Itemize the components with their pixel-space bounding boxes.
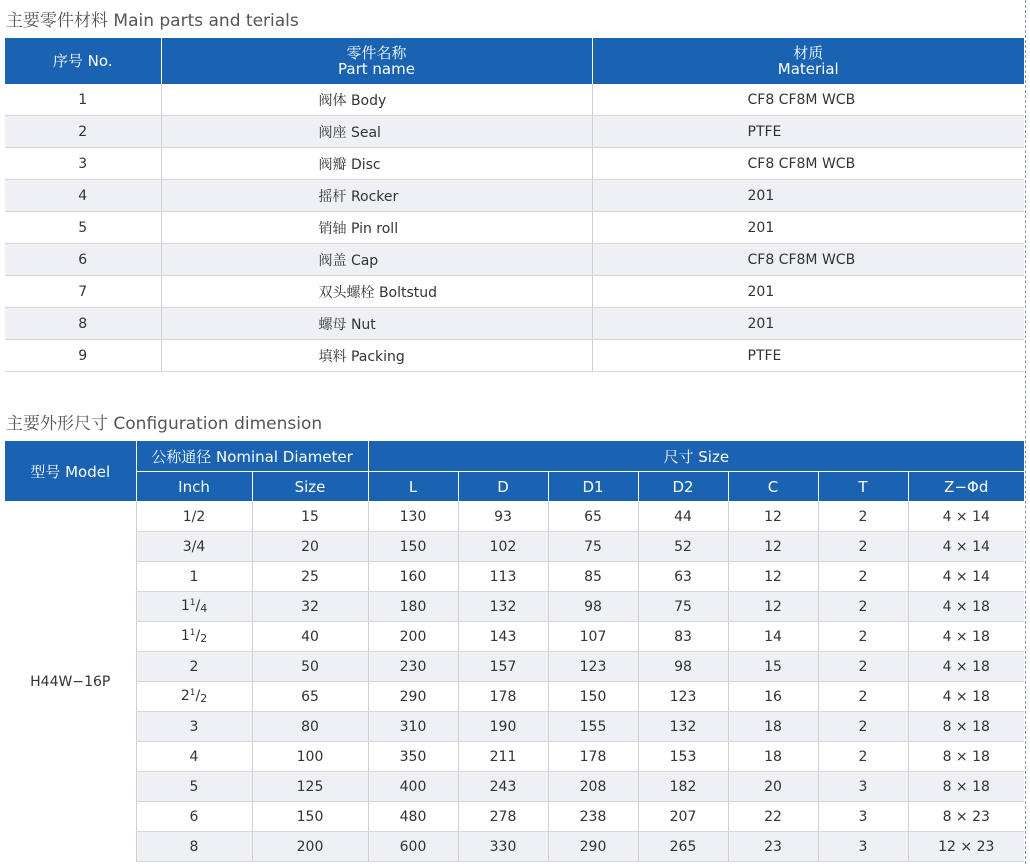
header-T: T [818,472,908,502]
dim-cell-l: 400 [368,772,458,802]
inch-denominator: 2 [200,692,208,705]
dim-cell-l: 310 [368,712,458,742]
dim-cell-d1: 155 [548,712,638,742]
dims-row [5,592,1024,622]
inch-value: 2 [189,658,199,675]
dim-cell-d: 143 [458,622,548,652]
dim-cell-zd: 4 × 14 [908,532,1024,562]
part-name-cell: 阀盖 Cap [161,244,592,276]
part-no-cell: 4 [5,180,161,212]
dim-cell-c: 14 [728,622,818,652]
dim-cell-d1: 65 [548,502,638,532]
part-no-cell: 2 [5,116,161,148]
part-no-cell: 6 [5,244,161,276]
dim-cell-d2: 132 [638,712,728,742]
dim-cell-l: 290 [368,682,458,712]
dim-cell-l: 150 [368,532,458,562]
dim-cell-zd: 4 × 14 [908,502,1024,532]
inch-cell [136,832,252,862]
fraction-slash: / [195,688,201,704]
inch-whole: 1 [180,598,190,614]
dim-cell-d2: 207 [638,802,728,832]
dim-cell-l: 180 [368,592,458,622]
header-material [592,38,1024,84]
dims-row [5,652,1024,682]
dim-cell-size: 32 [252,592,368,622]
parts-row [5,148,1024,180]
dims-row [5,832,1024,862]
part-material-cell: CF8 CF8M WCB [592,244,1024,276]
dim-cell-zd: 8 × 18 [908,742,1024,772]
header-C: C [728,472,818,502]
dim-cell-t: 2 [818,592,908,622]
header-material-cn: 材质 [793,44,824,62]
dim-cell-zd: 8 × 18 [908,712,1024,742]
dim-cell-size: 200 [252,832,368,862]
dim-cell-d2: 182 [638,772,728,802]
part-name-cell: 销轴 Pin roll [161,212,592,244]
dim-cell-size: 40 [252,622,368,652]
part-material-cell: PTFE [592,116,1024,148]
inch-cell [136,532,252,562]
dims-row [5,712,1024,742]
dims-row [5,772,1024,802]
dim-cell-d2: 75 [638,592,728,622]
header-L: L [368,472,458,502]
dim-cell-t: 3 [818,802,908,832]
dim-cell-d1: 75 [548,532,638,562]
dims-row [5,532,1024,562]
dim-cell-t: 3 [818,772,908,802]
dim-cell-c: 22 [728,802,818,832]
dim-cell-d2: 265 [638,832,728,862]
inch-cell [136,772,252,802]
header-part-name [161,38,592,84]
dim-cell-zd: 4 × 18 [908,652,1024,682]
inch-value: 6 [189,808,199,825]
header-Zd: Z−Φd [908,472,1024,502]
parts-row [5,244,1024,276]
dim-cell-size: 150 [252,802,368,832]
dim-cell-d: 132 [458,592,548,622]
dim-cell-c: 23 [728,832,818,862]
part-name-cell: 阀体 Body [161,84,592,116]
dim-cell-c: 18 [728,742,818,772]
inch-denominator: 4 [200,602,208,615]
dim-cell-size: 25 [252,562,368,592]
inch-value: 1/2 [182,508,206,525]
inch-numerator: 1 [189,688,196,698]
part-material-cell: 201 [592,308,1024,340]
inch-cell [136,682,252,712]
dim-cell-zd: 4 × 18 [908,622,1024,652]
dim-cell-zd: 4 × 18 [908,592,1024,622]
dim-cell-l: 130 [368,502,458,532]
dim-cell-d: 113 [458,562,548,592]
header-D: D [458,472,548,502]
dim-cell-size: 20 [252,532,368,562]
inch-value: 3/4 [182,538,206,555]
part-name-cell: 摇杆 Rocker [161,180,592,212]
dim-cell-d: 102 [458,532,548,562]
dim-cell-l: 350 [368,742,458,772]
dim-cell-size: 100 [252,742,368,772]
parts-table [5,38,1024,372]
dim-cell-d1: 290 [548,832,638,862]
inch-whole: 2 [180,688,190,704]
dim-cell-zd: 4 × 18 [908,682,1024,712]
parts-row [5,116,1024,148]
dims-row [5,742,1024,772]
part-no-cell: 1 [5,84,161,116]
parts-row [5,340,1024,372]
part-no-cell: 9 [5,340,161,372]
inch-cell [136,652,252,682]
dim-cell-t: 2 [818,682,908,712]
dim-cell-size: 80 [252,712,368,742]
dims-row [5,562,1024,592]
dim-cell-l: 480 [368,802,458,832]
inch-value: 3 [189,718,199,735]
dim-cell-d2: 153 [638,742,728,772]
part-name-cell: 螺母 Nut [161,308,592,340]
dim-cell-t: 2 [818,712,908,742]
dim-cell-zd: 12 × 23 [908,832,1024,862]
part-material-cell: 201 [592,212,1024,244]
dim-cell-c: 20 [728,772,818,802]
part-no-cell: 3 [5,148,161,180]
dim-cell-d: 278 [458,802,548,832]
dims-section-title: 主要外形尺寸 Configuration dimension [6,414,323,434]
inch-cell [136,592,252,622]
dim-cell-t: 2 [818,652,908,682]
parts-row [5,84,1024,116]
dim-cell-c: 12 [728,532,818,562]
parts-row [5,180,1024,212]
dim-cell-d1: 238 [548,802,638,832]
header-D2: D2 [638,472,728,502]
header-size: Size [252,472,368,502]
dim-cell-c: 12 [728,592,818,622]
dim-cell-c: 12 [728,562,818,592]
dim-cell-zd: 8 × 18 [908,772,1024,802]
dims-row [5,622,1024,652]
dim-cell-d2: 52 [638,532,728,562]
dim-cell-d2: 83 [638,622,728,652]
dim-cell-size: 125 [252,772,368,802]
dim-cell-d2: 63 [638,562,728,592]
parts-section-title: 主要零件材料 Main parts and terials [6,11,299,31]
inch-cell [136,502,252,532]
inch-numerator: 1 [189,628,196,638]
part-material-cell: 201 [592,180,1024,212]
page-edge-dashed-line [1025,0,1026,864]
dims-row [5,502,1024,532]
dim-cell-t: 3 [818,832,908,862]
dimension-table [5,441,1024,862]
dim-cell-l: 600 [368,832,458,862]
dim-cell-d1: 208 [548,772,638,802]
dims-header-row-2 [5,472,1024,502]
dim-cell-zd: 8 × 23 [908,802,1024,832]
part-name-cell: 填料 Packing [161,340,592,372]
dim-cell-d1: 150 [548,682,638,712]
parts-row [5,308,1024,340]
inch-value: 4 [189,748,199,765]
dim-cell-d: 211 [458,742,548,772]
part-no-cell: 5 [5,212,161,244]
parts-row [5,276,1024,308]
inch-cell [136,622,252,652]
header-D1: D1 [548,472,638,502]
dims-row [5,682,1024,712]
header-model: 型号 Model [5,441,136,502]
part-material-cell: CF8 CF8M WCB [592,148,1024,180]
inch-value: 1 [189,568,199,585]
part-material-cell: 201 [592,276,1024,308]
dim-cell-d: 93 [458,502,548,532]
dim-cell-d1: 123 [548,652,638,682]
header-no: 序号 No. [5,38,161,84]
header-nominal-diameter: 公称通径 Nominal Diameter [136,441,368,472]
part-material-cell: PTFE [592,340,1024,372]
dim-cell-d2: 98 [638,652,728,682]
dim-cell-l: 160 [368,562,458,592]
dims-header-row-1 [5,441,1024,472]
dim-cell-d2: 44 [638,502,728,532]
part-no-cell: 8 [5,308,161,340]
parts-table-body [5,84,1024,372]
dims-table-body [5,502,1024,862]
header-part-name-cn: 零件名称 [346,44,407,62]
dim-cell-d1: 98 [548,592,638,622]
inch-cell [136,802,252,832]
dim-cell-c: 15 [728,652,818,682]
dim-cell-d: 330 [458,832,548,862]
inch-denominator: 2 [200,632,208,645]
dim-cell-d1: 178 [548,742,638,772]
dim-cell-c: 16 [728,682,818,712]
dim-cell-zd: 4 × 14 [908,562,1024,592]
parts-row [5,212,1024,244]
inch-cell [136,562,252,592]
dim-cell-size: 15 [252,502,368,532]
inch-cell [136,742,252,772]
dim-cell-t: 2 [818,562,908,592]
dim-cell-d: 243 [458,772,548,802]
fraction-slash: / [195,598,201,614]
dim-cell-t: 2 [818,742,908,772]
dim-cell-d1: 85 [548,562,638,592]
fraction-slash: / [195,628,201,644]
parts-header-row [5,38,1024,84]
model-cell: H44W−16P [5,502,136,862]
inch-value: 5 [189,778,199,795]
dim-cell-t: 2 [818,502,908,532]
part-name-cell: 阀瓣 Disc [161,148,592,180]
dim-cell-c: 18 [728,712,818,742]
dim-cell-size: 50 [252,652,368,682]
inch-cell [136,712,252,742]
part-no-cell: 7 [5,276,161,308]
dim-cell-l: 200 [368,622,458,652]
dims-row [5,802,1024,832]
inch-value: 8 [189,838,199,855]
header-inch: Inch [136,472,252,502]
part-name-cell: 双头螺栓 Boltstud [161,276,592,308]
dim-cell-d2: 123 [638,682,728,712]
dim-cell-d: 190 [458,712,548,742]
part-material-cell: CF8 CF8M WCB [592,84,1024,116]
inch-numerator: 1 [189,598,196,608]
inch-whole: 1 [180,628,190,644]
dim-cell-size: 65 [252,682,368,712]
dim-cell-l: 230 [368,652,458,682]
header-size-group: 尺寸 Size [368,441,1024,472]
dim-cell-d: 157 [458,652,548,682]
dim-cell-t: 2 [818,622,908,652]
part-name-cell: 阀座 Seal [161,116,592,148]
dim-cell-t: 2 [818,532,908,562]
dim-cell-d1: 107 [548,622,638,652]
header-material-en: Material [777,60,839,78]
dim-cell-d: 178 [458,682,548,712]
dim-cell-c: 12 [728,502,818,532]
header-part-name-en: Part name [338,60,415,78]
